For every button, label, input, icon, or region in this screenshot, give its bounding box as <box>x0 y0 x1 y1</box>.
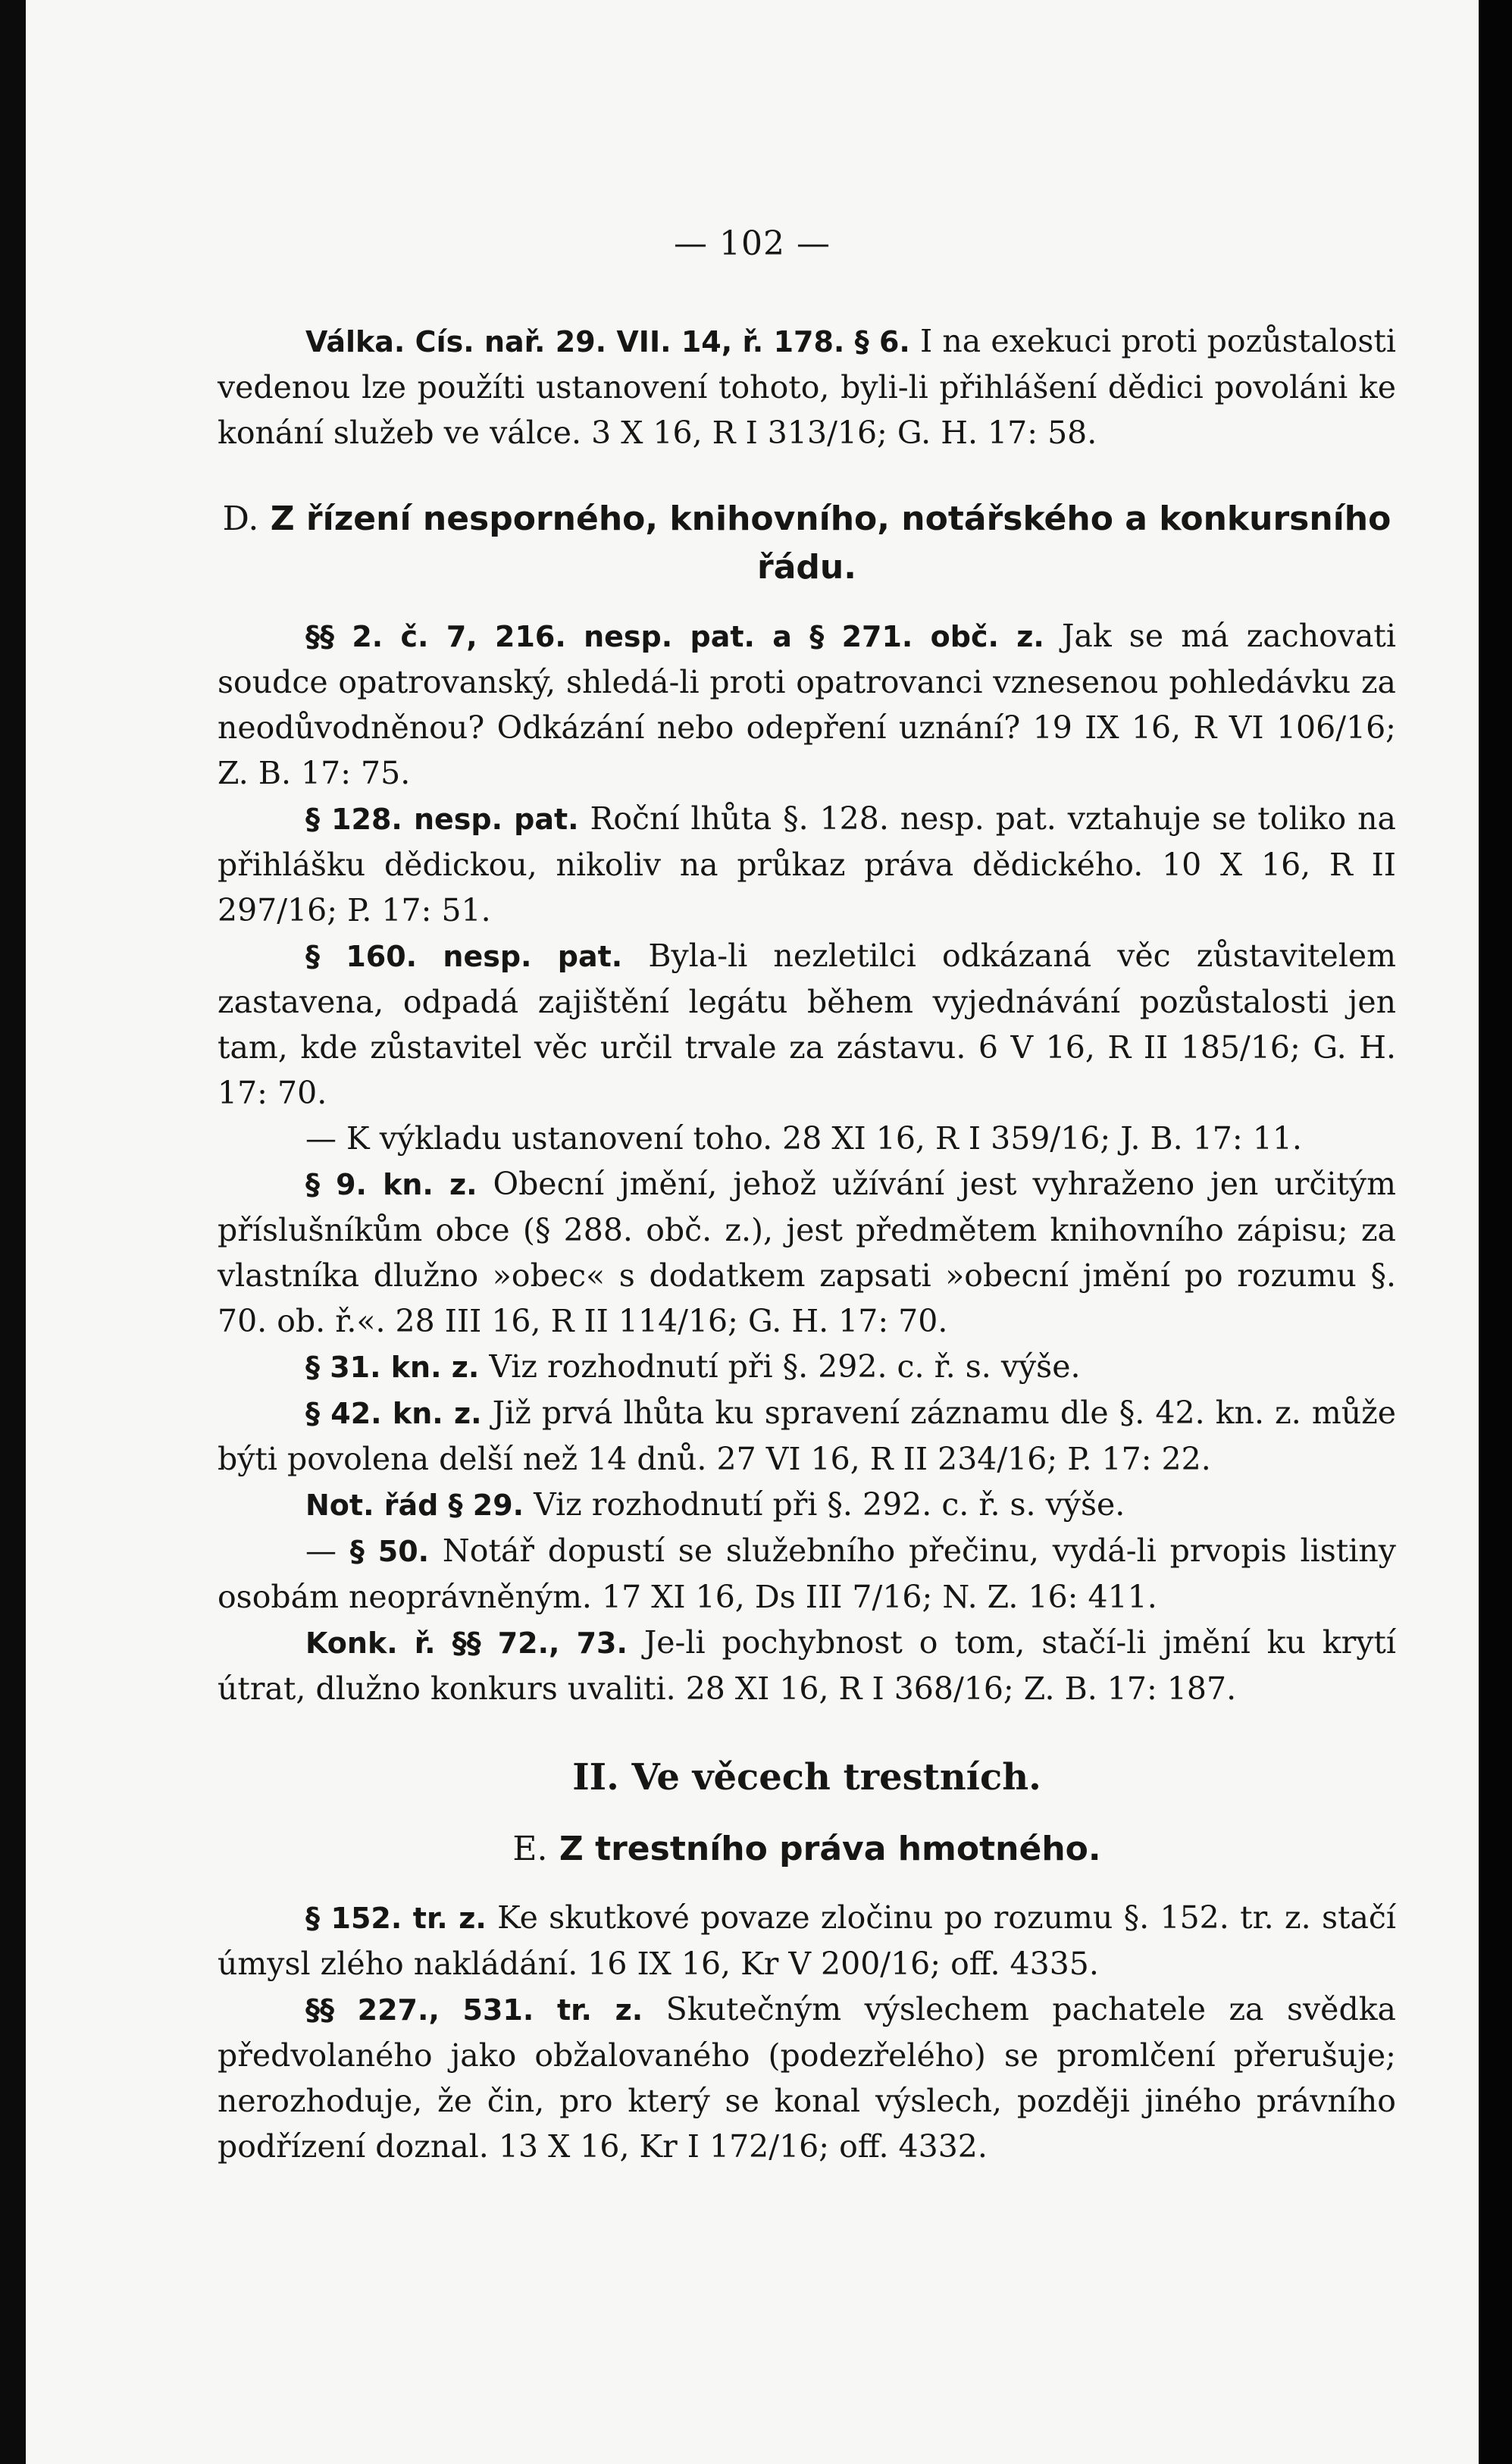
entry-reference: § 9. kn. z. <box>305 1168 477 1201</box>
section-heading-e <box>218 1825 1396 1874</box>
entry-vyklad <box>218 1116 1396 1161</box>
entry-text: Byla-li nezletilci odkázaná věc zůstavitelem zastavena, odpadá zajištění legátu během vyjednávání pozůstalosti jen tam, kde zůstavitel věc určil trvale za zástavu. 6 V 16, R II 185/16; G. H. 17: 70. <box>218 938 1396 1111</box>
entry-reference: Not. řád § 29. <box>305 1489 524 1522</box>
entry-reference: § 152. tr. z. <box>305 1902 487 1935</box>
entry-text: Již prvá lhůta ku spravení záznamu dle §. 42. kn. z. může býti povolena delší než 14 dnů. 27 VI 16, R II 234/16; P. 17: 22. <box>218 1395 1396 1477</box>
entry-text: Obecní jmění, jehož užívání jest vyhraženo jen určitým příslušníkům obce (§ 288. obč. z.), jest předmětem knihovního zápisu; za vlastníka dlužno »obec« s dodatkem zapsati »obecní jmění po rozumu §. 70. ob. ř.«. 28 III 16, R II 114/16; G. H. 17: 70. <box>218 1166 1396 1339</box>
entry-reference: § 31. kn. z. <box>305 1351 480 1384</box>
entry-not-rad-29 <box>218 1482 1396 1528</box>
entry-dash: — <box>305 1533 337 1569</box>
entry-reference: § 128. nesp. pat. <box>305 803 579 836</box>
section-letter: D. <box>222 499 259 538</box>
entry-text: Skutečným výslechem pachatele za svědka předvolaného jako obžalovaného (podezřelého) se promlčení přerušuje; nerozhoduje, že čin, pro který se konal výslech, později jiného právního podřízení doznal. 13 X 16, Kr I 172/16; off. 4332. <box>218 1991 1396 2165</box>
entry-reference: Válka. Cís. nař. 29. VII. 14, ř. 178. § 6. <box>305 325 910 358</box>
entry-reference: § 42. kn. z. <box>305 1397 482 1430</box>
entry-kn-z-42 <box>218 1390 1396 1482</box>
entry-reference: §§ 227., 531. tr. z. <box>305 1993 643 2027</box>
entry-text: I na exekuci proti pozůstalosti vedenou lze použíti ustanovení tohoto, byli-li přihlášení dědici povoláni ke konání služeb ve válce. 3 X 16, R I 313/16; G. H. 17: 58. <box>218 323 1397 451</box>
entry-text: Roční lhůta §. 128. nesp. pat. vztahuje se toliko na přihlášku dědickou, nikoliv na průkaz práva dědického. 10 X 16, R II 297/16; P. 17: 51. <box>218 800 1396 928</box>
section-heading-d <box>218 495 1396 592</box>
entry-valka <box>218 318 1396 456</box>
entry-text: Viz rozhodnutí při §. 292. c. ř. s. výše. <box>534 1486 1125 1523</box>
entry-not-rad-50 <box>218 1528 1396 1620</box>
page-content <box>218 318 1396 2169</box>
entry-text: Jak se má zachovati soudce opatrovanský, shledá-li proti opatrovanci vznesenou pohledávku za neodůvodněnou? Odkázání nebo odepření uznání? 19 IX 16, R VI 106/16; Z. B. 17: 75. <box>218 618 1396 791</box>
page-number: — 102 — <box>674 224 831 263</box>
document-page <box>26 0 1479 2464</box>
entry-nesp-pat-2 <box>218 613 1396 796</box>
section-title: Z řízení nesporného, knihovního, notářského a konkursního řádu. <box>270 499 1391 587</box>
entry-nesp-pat-128 <box>218 796 1396 933</box>
entry-kn-z-9 <box>218 1161 1396 1344</box>
entry-text: Notář dopustí se služebního přečinu, vydá-li prvopis listiny osobám neoprávněným. 17 XI 16, Ds III 7/16; N. Z. 16: 411. <box>218 1533 1396 1615</box>
scan-border <box>1479 0 1512 2464</box>
entry-reference: § 50. <box>349 1535 430 1568</box>
section-title: Z trestního práva hmotného. <box>559 1830 1101 1868</box>
entry-tr-z-227 <box>218 1987 1396 2169</box>
entry-text: Viz rozhodnutí při §. 292. c. ř. s. výše. <box>489 1348 1081 1385</box>
section-letter: E. <box>512 1830 548 1868</box>
entry-text: — K výkladu ustanovení toho. 28 XI 16, R I 359/16; J. B. 17: 11. <box>305 1120 1302 1157</box>
entry-konk-r <box>218 1620 1396 1711</box>
entry-text: Je-li pochybnost o tom, stačí-li jmění ku krytí útrat, dlužno konkurs uvaliti. 28 XI 16, R I 368/16; Z. B. 17: 187. <box>218 1624 1396 1707</box>
part-heading-ii: II. Ve věcech trestních. <box>572 1756 1041 1799</box>
entry-tr-z-152 <box>218 1895 1396 1987</box>
entry-nesp-pat-160 <box>218 933 1396 1116</box>
entry-reference: §§ 2. č. 7, 216. nesp. pat. a § 271. obč. z. <box>305 620 1044 653</box>
entry-reference: § 160. nesp. pat. <box>305 940 623 973</box>
entry-kn-z-31 <box>218 1344 1396 1390</box>
entry-text: Ke skutkové povaze zločinu po rozumu §. 152. tr. z. stačí úmysl zlého nakládání. 16 IX 16, Kr V 200/16; off. 4335. <box>218 1899 1396 1982</box>
entry-reference: Konk. ř. §§ 72., 73. <box>305 1626 628 1660</box>
